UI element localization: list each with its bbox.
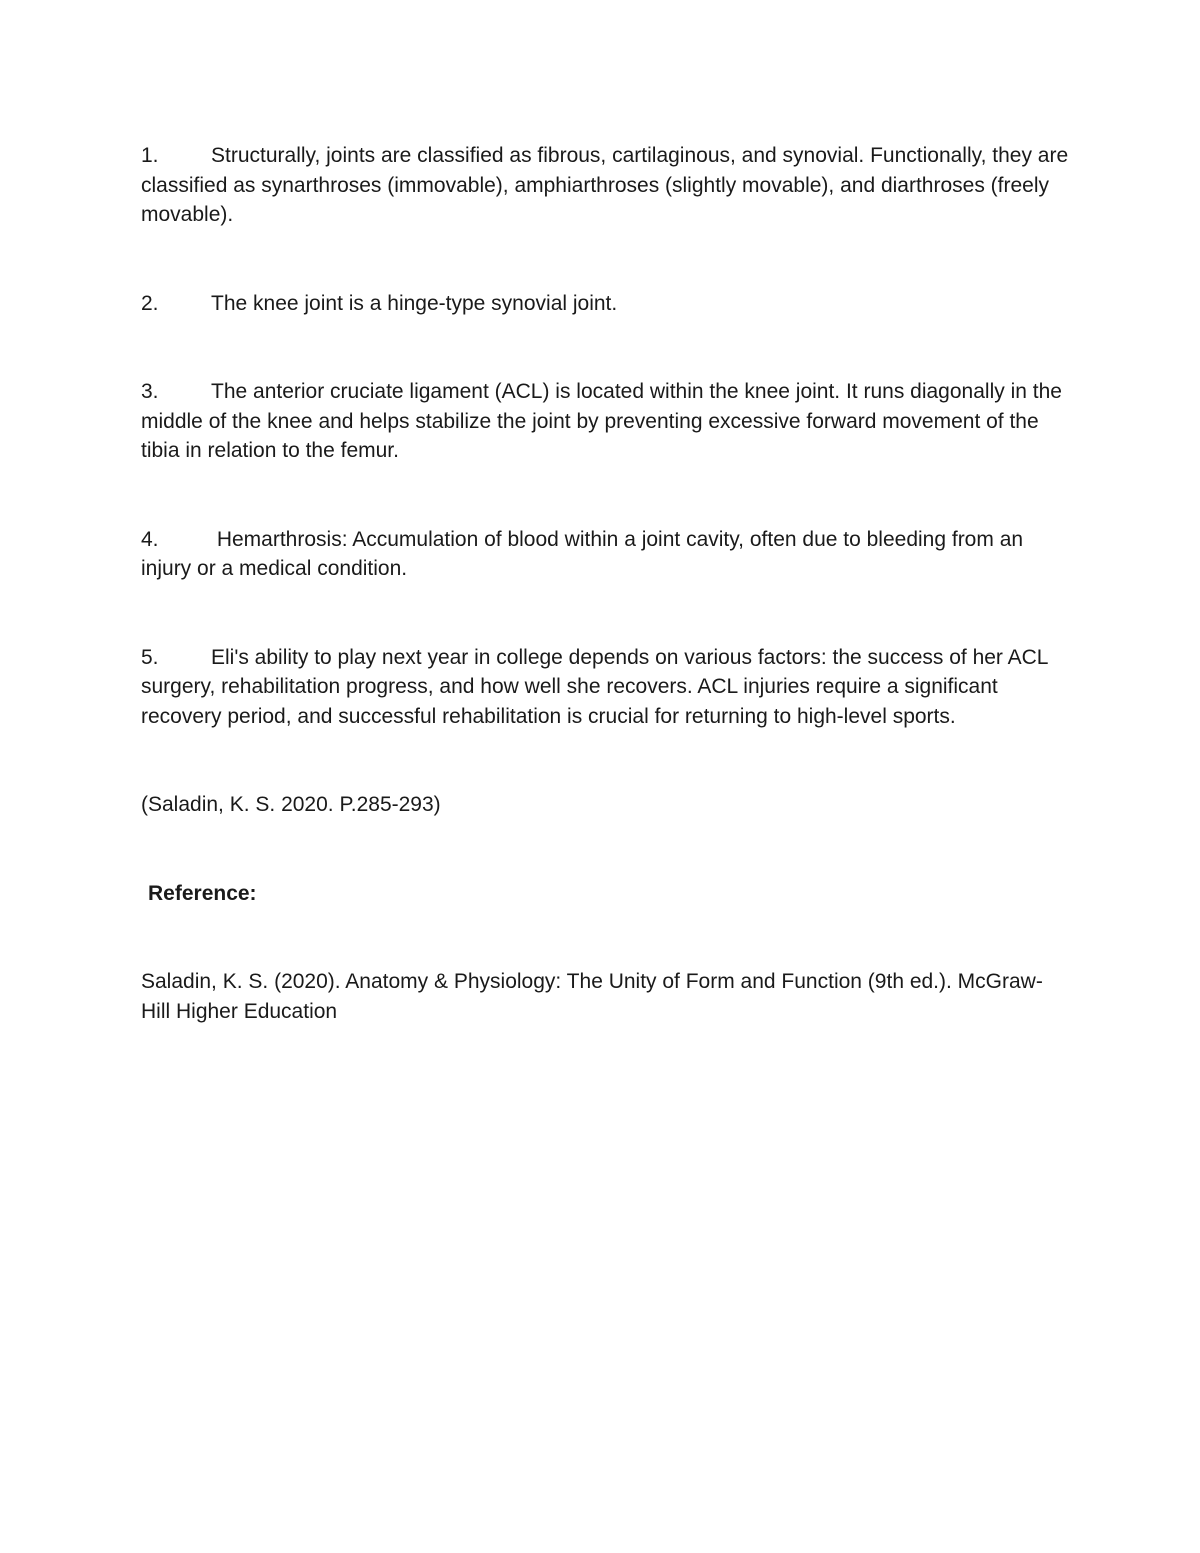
item-text: The anterior cruciate ligament (ACL) is located within the knee joint. It runs diagonally in the middle of the knee and helps stabilize the joint by preventing excessive forward movement of the tibia in relation to the femur.: [141, 380, 1062, 462]
item-number: 1.: [141, 144, 159, 167]
item-number: 4.: [141, 527, 159, 551]
item-number: 5.: [141, 645, 159, 669]
spacer: [141, 820, 1071, 879]
answer-item-5: [141, 643, 1071, 732]
document-body: [141, 141, 1071, 1026]
reference-heading: Reference:: [148, 881, 257, 905]
reference-entry: Saladin, K. S. (2020). Anatomy & Physiology: The Unity of Form and Function (9th ed.). McGraw-Hill Higher Education: [141, 970, 1043, 1023]
item-text: Hemarthrosis: Accumulation of blood within a joint cavity, often due to bleeding from an injury or a medical condition.: [141, 527, 1029, 580]
citation: (Saladin, K. S. 2020. P.285-293): [141, 793, 441, 816]
spacer: [141, 230, 1071, 289]
spacer: [141, 584, 1071, 643]
item-number: 2.: [141, 291, 159, 315]
item-text: The knee joint is a hinge-type synovial joint.: [211, 291, 618, 315]
item-text: Eli's ability to play next year in college depends on various factors: the success of her ACL surgery, rehabilitation progress, and how well she recovers. ACL injuries require a significant recovery period, and successful rehabilitation is crucial for returning to high-level sports.: [141, 645, 1048, 728]
answer-item-1: [141, 141, 1071, 230]
spacer: [141, 466, 1071, 525]
spacer: [141, 731, 1071, 790]
answer-item-2: [141, 289, 1071, 319]
answer-item-3: [141, 377, 1071, 466]
spacer: [141, 908, 1071, 967]
spacer: [141, 318, 1071, 377]
item-text: Structurally, joints are classified as fibrous, cartilaginous, and synovial. Functionally, they are classified as synarthroses (immovable), amphiarthroses (slightly movable), and diarthroses (freely movable).: [141, 144, 1069, 226]
answer-item-4: [141, 525, 1071, 584]
item-number: 3.: [141, 380, 159, 403]
